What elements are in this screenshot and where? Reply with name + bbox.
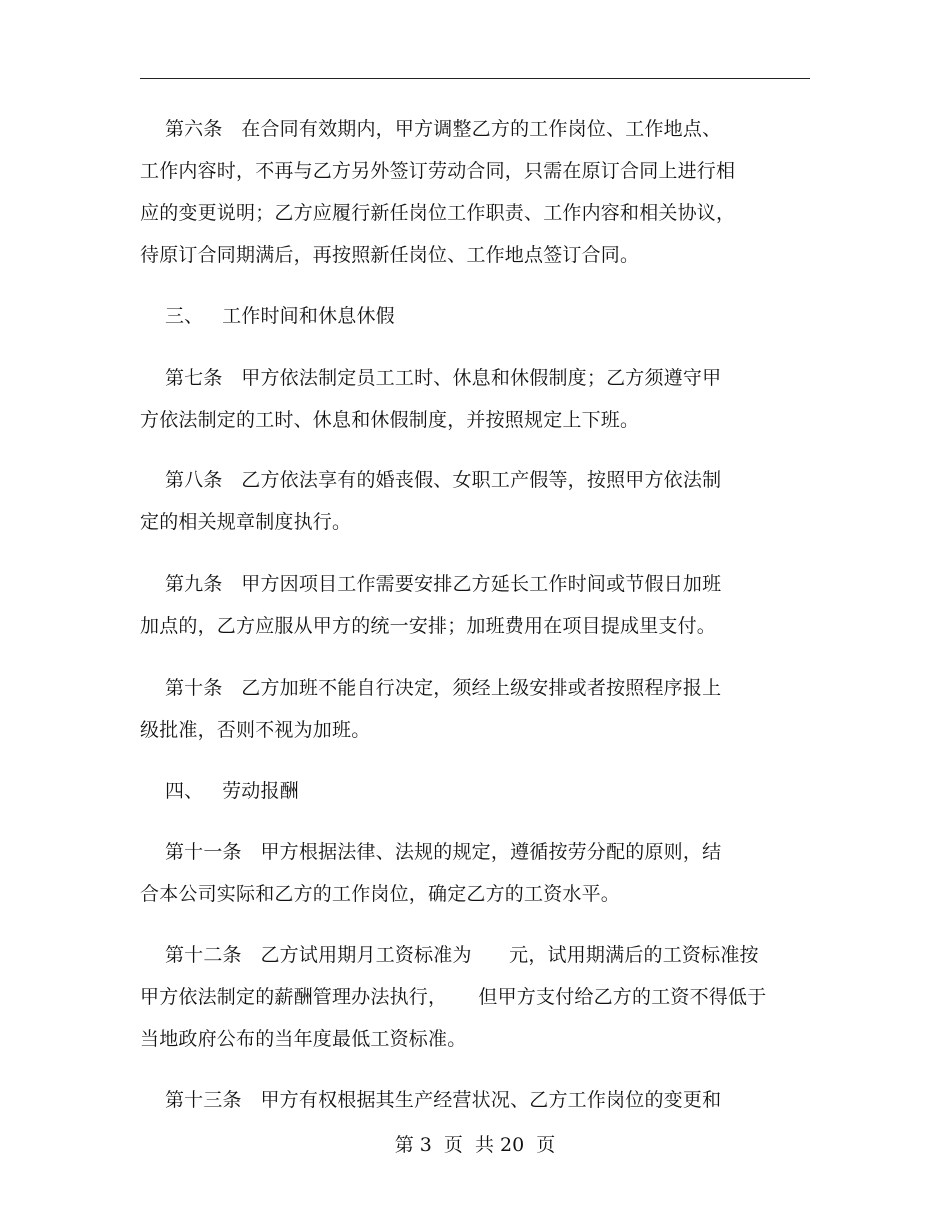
text-line: 工作内容时，不再与乙方另外签订劳动合同，只需在原订合同上进行相 bbox=[140, 160, 736, 182]
text-line: 当地政府公布的当年度最低工资标准。 bbox=[140, 1028, 467, 1050]
header-rule bbox=[140, 78, 810, 79]
section-heading: 四、 劳动报酬 bbox=[140, 780, 299, 802]
text-line: 加点的，乙方应服从甲方的统一安排；加班费用在项目提成里支付。 bbox=[140, 615, 717, 637]
text-line: 第七条 甲方依法制定员工工时、休息和休假制度；乙方须遵守甲 bbox=[140, 367, 722, 389]
text-line: 甲方依法制定的薪酬管理办法执行， 但甲方支付给乙方的工资不得低于 bbox=[140, 986, 767, 1008]
text-line: 方依法制定的工时、休息和休假制度，并按照规定上下班。 bbox=[140, 409, 640, 431]
text-line: 合本公司实际和乙方的工作岗位，确定乙方的工资水平。 bbox=[140, 883, 621, 905]
text-line: 应的变更说明；乙方应履行新任岗位工作职责、工作内容和相关协议， bbox=[140, 202, 736, 224]
text-line: 第九条 甲方因项目工作需要安排乙方延长工作时间或节假日加班 bbox=[140, 573, 722, 595]
text-line: 级批准，否则不视为加班。 bbox=[140, 719, 371, 741]
page-number-footer: 第 3 页 共 20 页 bbox=[394, 1134, 556, 1156]
text-line: 第八条 乙方依法享有的婚丧假、女职工产假等，按照甲方依法制 bbox=[140, 469, 722, 491]
text-line: 第十条 乙方加班不能自行决定，须经上级安排或者按照程序报上 bbox=[140, 677, 722, 699]
text-line: 第十一条 甲方根据法律、法规的规定，遵循按劳分配的原则，结 bbox=[140, 841, 722, 863]
section-heading: 三、 工作时间和休息休假 bbox=[140, 305, 395, 327]
text-line: 第十二条 乙方试用期月工资标准为 元，试用期满后的工资标准按 bbox=[140, 944, 759, 966]
text-line: 定的相关规章制度执行。 bbox=[140, 511, 352, 533]
text-line: 待原订合同期满后，再按照新任岗位、工作地点签订合同。 bbox=[140, 244, 640, 266]
text-line: 第六条 在合同有效期内，甲方调整乙方的工作岗位、工作地点、 bbox=[140, 118, 722, 140]
text-line: 第十三条 甲方有权根据其生产经营状况、乙方工作岗位的变更和 bbox=[140, 1089, 722, 1111]
